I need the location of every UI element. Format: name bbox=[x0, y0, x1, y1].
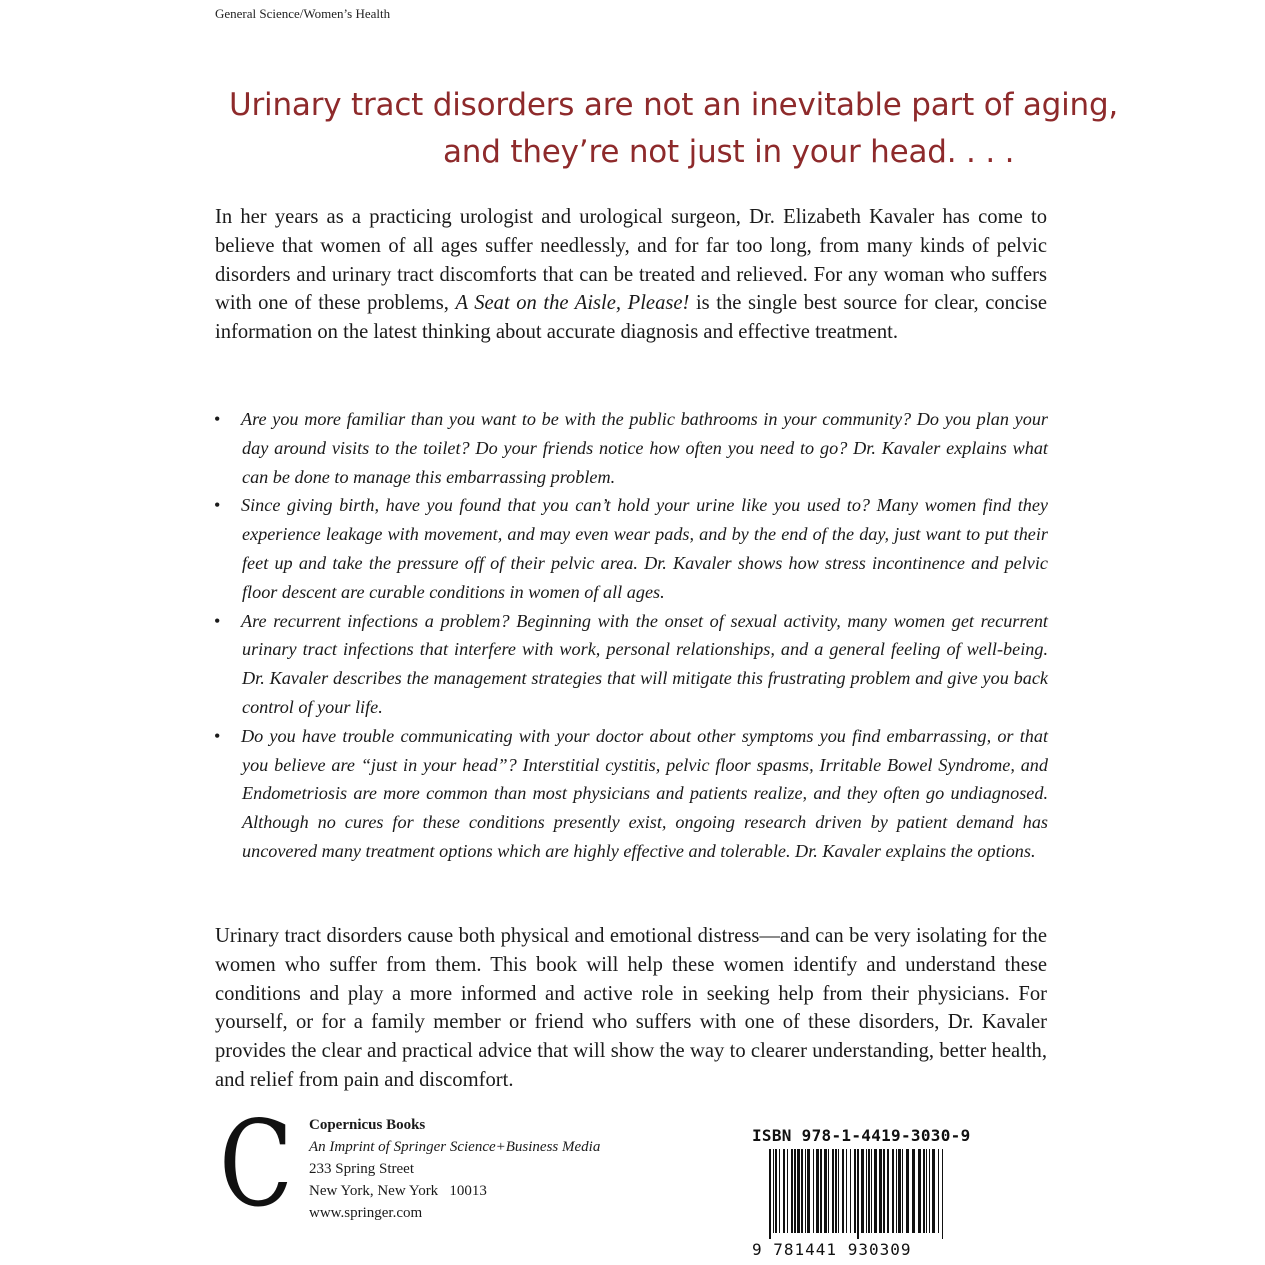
barcode-bar bbox=[773, 1149, 774, 1233]
barcode-bar bbox=[828, 1149, 829, 1233]
barcode-bar bbox=[879, 1149, 882, 1233]
barcode-bar bbox=[923, 1149, 925, 1233]
bullet-marker: • bbox=[214, 610, 221, 631]
intro-text-start: In her years as a practicing urologist and urological surgeon, Dr. Elizabeth Kavaler has come to believe that women of all ages suffer needlessly, and for far too long, from many kinds of pelvic disorders and urinary tract discomforts that can be treated and relieved. For any woman who suffers with one of these problems, bbox=[215, 206, 1047, 315]
headline-line-1: Urinary tract disorders are not an inevitable part of aging, bbox=[229, 87, 1119, 123]
publisher-logo: C bbox=[219, 1095, 294, 1233]
barcode-bar bbox=[791, 1149, 793, 1233]
barcode-bar bbox=[942, 1149, 943, 1239]
barcode-bar bbox=[832, 1149, 834, 1233]
bullet-list bbox=[214, 405, 1048, 866]
publisher-street: 233 Spring Street bbox=[309, 1161, 414, 1177]
publisher-imprint: An Imprint of Springer Science+Business Media bbox=[309, 1139, 601, 1155]
barcode-bar bbox=[813, 1149, 814, 1233]
barcode-bar bbox=[918, 1149, 921, 1233]
barcode-bar bbox=[783, 1149, 785, 1233]
barcode-bar bbox=[868, 1149, 870, 1233]
barcode-bar bbox=[787, 1149, 788, 1233]
headline bbox=[215, 82, 1119, 176]
barcode-bar bbox=[896, 1149, 897, 1233]
closing-paragraph: Urinary tract disorders cause both physical and emotional distress—and can be very isolating for the women who suffer from them. This book will help these women identify and understand these conditions and play a more informed and active role in seeking help from their physicians. For yourself, or for a family member or friend who suffers with one of these disorders, Dr. Kavaler provides the clear and practical advice that will show the way to clearer understanding, better health, and relief from pain and discomfort. bbox=[215, 925, 1047, 1091]
barcode-bar bbox=[835, 1149, 837, 1233]
barcode-bar bbox=[874, 1149, 877, 1233]
bullet-item bbox=[214, 722, 1048, 866]
barcode-bar bbox=[769, 1149, 771, 1239]
barcode-bar bbox=[805, 1149, 806, 1233]
barcode-bar bbox=[902, 1149, 903, 1233]
barcode-bar bbox=[883, 1149, 885, 1233]
book-title: A Seat on the Aisle, Please! bbox=[455, 292, 690, 315]
barcode-bar bbox=[838, 1149, 839, 1233]
barcode-bar bbox=[850, 1149, 851, 1233]
bullet-text: Are recurrent infections a problem? Beginning with the onset of sexual activity, many women get recurrent urinary tract infections that interfere with work, personal relationships, and a general feeling of well-being. Dr. Kavaler describes the management strategies that will mitigate this frustrating problem and give you back control of your life. bbox=[241, 610, 1048, 717]
intro-text-end: is the single best source for clear, concise information on the latest thinking about accurate diagnosis and effective treatment. bbox=[215, 292, 1047, 344]
barcode-bar bbox=[775, 1149, 777, 1233]
barcode-bar bbox=[887, 1149, 889, 1233]
barcode-bar bbox=[857, 1149, 859, 1239]
barcode-bar bbox=[906, 1149, 909, 1233]
barcode-bar bbox=[820, 1149, 822, 1233]
isbn-label: ISBN 978-1-4419-3030-9 bbox=[752, 1126, 971, 1145]
barcode-bar bbox=[861, 1149, 864, 1233]
barcode-bar bbox=[854, 1149, 856, 1233]
bullet-marker: • bbox=[214, 725, 221, 746]
bullet-item bbox=[214, 607, 1048, 722]
barcode-bar bbox=[801, 1149, 803, 1233]
barcode-bar bbox=[816, 1149, 819, 1233]
barcode-bar bbox=[866, 1149, 867, 1233]
barcode-bar bbox=[929, 1149, 930, 1233]
bullet-text: Since giving birth, have you found that you can’t hold your urine like you used to? Many women find they experience leakage with movement, and may even wear pads, and by the end of the day, just want to put their feet up and take the pressure off of their pelvic area. Dr. Kavaler shows how stress incontinence and pelvic floor descent are curable conditions in women of all ages. bbox=[241, 495, 1048, 602]
bullet-text: Are you more familiar than you want to be with the public bathrooms in your community? Do you plan your day around visits to the toilet? Do your friends notice how often you need to go? Dr. Kavaler explains what can be done to manage this embarrassing problem. bbox=[241, 409, 1048, 487]
barcode-bar bbox=[794, 1149, 796, 1233]
barcode-bar bbox=[892, 1149, 894, 1233]
publisher-city: New York, New York 10013 bbox=[309, 1183, 487, 1199]
barcode-bar bbox=[871, 1149, 872, 1233]
barcode-digits: 9 781441 930309 bbox=[752, 1240, 912, 1259]
publisher-name: Copernicus Books bbox=[309, 1117, 426, 1133]
barcode-bar bbox=[898, 1149, 901, 1233]
barcode-bar bbox=[797, 1149, 800, 1233]
category-label: General Science/Women’s Health bbox=[215, 6, 391, 21]
bullet-text: Do you have trouble communicating with your doctor about other symptoms you find embarrassing, or that you believe are “just in your head”? Interstitial cystitis, pelvic floor spasms, Irritable Bowel Syndrome, and Endometriosis are more common than most physicians and patients realize, and they often go undiagnosed. Although no cures for these conditions presently exist, ongoing research driven by patient demand has uncovered many treatment options which are highly effective and tolerable. Dr. Kavaler explains the options. bbox=[241, 725, 1048, 861]
bullet-marker: • bbox=[214, 409, 221, 429]
barcode-bar bbox=[932, 1149, 935, 1233]
publisher-info bbox=[309, 1114, 600, 1224]
barcode bbox=[769, 1149, 947, 1239]
barcode-bar bbox=[912, 1149, 915, 1233]
barcode-bar bbox=[926, 1149, 927, 1233]
barcode-bar bbox=[846, 1149, 847, 1233]
headline-line-2: and they’re not just in your head. . . . bbox=[443, 134, 1015, 170]
barcode-bar bbox=[842, 1149, 844, 1233]
barcode-bar bbox=[938, 1149, 939, 1233]
bullet-item bbox=[214, 405, 1048, 491]
publisher-website: www.springer.com bbox=[309, 1205, 423, 1221]
barcode-bar bbox=[779, 1149, 780, 1233]
intro-paragraph bbox=[215, 203, 1047, 347]
barcode-bar bbox=[824, 1149, 827, 1233]
bullet-item bbox=[214, 491, 1048, 606]
barcode-bar bbox=[807, 1149, 810, 1233]
bullet-marker: • bbox=[214, 495, 221, 516]
